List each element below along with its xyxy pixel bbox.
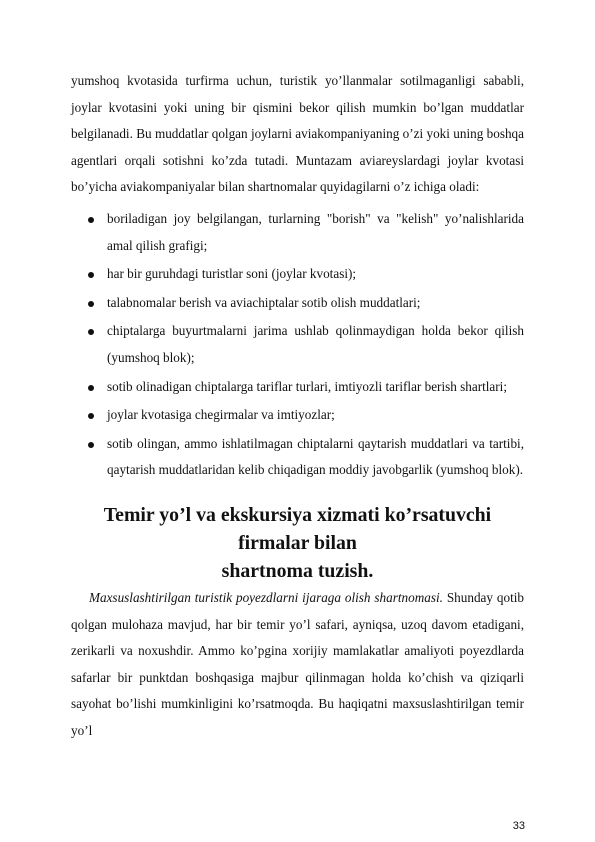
intro-paragraph: yumshoq kvotasida turfirma uchun, turistik yo’llanmalar sotilmaganligi sababli, joylar kvotasini yoki uning bir qismini bekor qilish mumkin bo’lgan muddatlar belgilanadi. Bu muddatlar qolgan joylarni aviakompaniyaning o’zi yoki uning boshqa agentlari orqali sotishni ko’zda tutadi. Muntazam aviareyslardagi joylar kvotasi bo’yicha aviakompaniyalar bilan shartnomalar quyidagilarni o’z ichiga oladi: (71, 73, 524, 195)
final-paragraph (71, 585, 524, 745)
bullet-icon (88, 413, 94, 419)
bullet-icon (88, 272, 94, 278)
list-item (71, 431, 524, 484)
list-item (71, 402, 524, 429)
page-number: 33 (512, 820, 525, 832)
list-item (71, 261, 524, 288)
list-item-text: chiptalarga buyurtmalarni jarima ushlab qolinmaydigan holda bekor qilish (yumshoq blok); (107, 323, 524, 365)
final-paragraph-text: Shunday qotib qolgan mulohaza mavjud, har bir temir yo’l safari, ayniqsa, uzoq davom etadigani, zerikarli va noxushdir. Ammo ko’pgina xorijiy mamlakatlar amaliyoti poyezdlarda safarlar bir punktdan boshqasiga majbur qilinmagan holda ko’chish va qiziqarli sayohat bo’lishi mumkinligini ko’rsatmoqda. Bu haqiqatni maxsuslashtirilgan temir yo’l (71, 589, 524, 738)
list-item-text: har bir guruhdagi turistlar soni (joylar kvotasi); (107, 266, 357, 282)
bullet-icon (88, 217, 94, 223)
bullet-icon (88, 385, 94, 391)
list-item-text: joylar kvotasiga chegirmalar va imtiyozlar; (107, 407, 335, 423)
final-paragraph-lead: Maxsuslashtirilgan turistik poyezdlarni ijaraga olish shartnomasi. (89, 589, 443, 605)
bullet-icon (88, 442, 94, 448)
list-item-text: boriladigan joy belgilangan, turlarning "borish" va "kelish" yo’nalishlarida amal qilish grafigi; (107, 210, 524, 253)
document-page (71, 68, 524, 744)
contract-terms-list (71, 206, 524, 484)
list-item (71, 290, 524, 317)
section-heading (71, 501, 524, 585)
list-item (71, 318, 524, 371)
list-item-text: sotib olinadigan chiptalarga tariflar turlari, imtiyozli tariflar berish shartlari; (107, 378, 508, 394)
section-heading-line1: Temir yo’l va ekskursiya xizmati ko’rsatuvchi firmalar bilan (103, 503, 492, 554)
list-item (71, 374, 524, 401)
section-heading-line2: shartnoma tuzish. (221, 559, 374, 582)
list-item (71, 206, 524, 259)
list-item-text: sotib olingan, ammo ishlatilmagan chiptalarni qaytarish muddatlari va tartibi, qaytarish muddatlaridan kelib chiqadigan moddiy javobgarlik (yumshoq blok). (107, 435, 524, 478)
bullet-icon (88, 329, 94, 335)
list-item-text: talabnomalar berish va aviachiptalar sotib olish muddatlari; (107, 294, 421, 310)
bullet-icon (88, 301, 94, 307)
